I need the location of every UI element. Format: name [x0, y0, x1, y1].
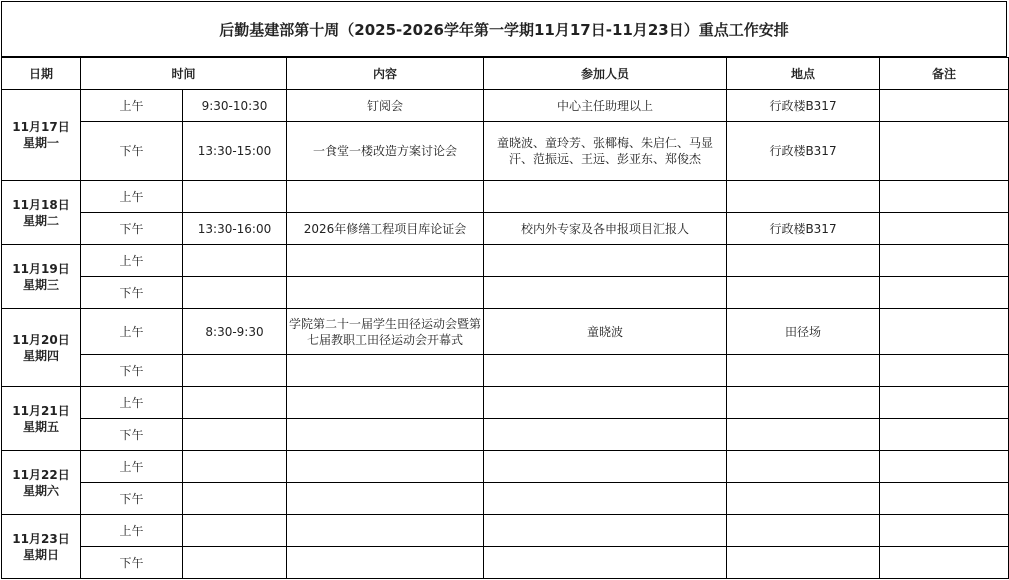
date-cell: [2, 387, 81, 451]
period-label: 上午: [81, 245, 183, 277]
date-label: 11月21日: [12, 403, 70, 418]
content-cell: [287, 387, 484, 419]
content-cell: 2026年修缮工程项目库论证会: [287, 213, 484, 245]
table-row: [2, 515, 1009, 547]
table-row: [2, 355, 1009, 387]
date-cell: [2, 181, 81, 245]
table-row: [2, 90, 1009, 122]
table-row: [2, 483, 1009, 515]
time-cell: [183, 387, 287, 419]
header-remarks: 备注: [880, 58, 1009, 90]
date-label: 11月23日: [12, 531, 70, 546]
date-cell: [2, 451, 81, 515]
content-cell: [287, 483, 484, 515]
schedule-table: [1, 57, 1009, 579]
content-cell: [287, 419, 484, 451]
weekday-label: 星期六: [22, 483, 59, 498]
remarks-cell: [880, 122, 1009, 181]
location-cell: 行政楼B317: [727, 213, 880, 245]
table-row: [2, 181, 1009, 213]
header-time: 时间: [81, 58, 287, 90]
time-cell: [183, 547, 287, 579]
weekday-label: 星期五: [22, 419, 59, 434]
remarks-cell: [880, 90, 1009, 122]
participants-cell: [484, 181, 727, 213]
location-cell: [727, 547, 880, 579]
date-cell: [2, 90, 81, 181]
content-cell: [287, 181, 484, 213]
location-cell: [727, 451, 880, 483]
participants-cell: 童晓波、童玲芳、张椰梅、朱启仁、马显汗、范振远、王远、彭亚东、郑俊杰: [484, 122, 727, 181]
content-cell: [287, 355, 484, 387]
content-cell: [287, 277, 484, 309]
location-cell: 行政楼B317: [727, 122, 880, 181]
weekday-label: 星期四: [22, 348, 59, 363]
location-cell: [727, 277, 880, 309]
remarks-cell: [880, 245, 1009, 277]
content-cell: 一食堂一楼改造方案讨论会: [287, 122, 484, 181]
period-label: 下午: [81, 419, 183, 451]
content-cell: 钉阅会: [287, 90, 484, 122]
time-cell: [183, 355, 287, 387]
location-cell: [727, 387, 880, 419]
time-cell: [183, 419, 287, 451]
header-content: 内容: [287, 58, 484, 90]
period-label: 上午: [81, 451, 183, 483]
table-row: [2, 277, 1009, 309]
remarks-cell: [880, 355, 1009, 387]
location-cell: [727, 245, 880, 277]
participants-cell: [484, 245, 727, 277]
weekday-label: 星期一: [22, 136, 59, 150]
location-cell: [727, 515, 880, 547]
location-cell: 行政楼B317: [727, 90, 880, 122]
time-cell: [183, 451, 287, 483]
time-cell: [183, 515, 287, 547]
participants-cell: [484, 277, 727, 309]
location-cell: 田径场: [727, 309, 880, 355]
table-row: [2, 309, 1009, 355]
table-row: [2, 213, 1009, 245]
period-label: 下午: [81, 213, 183, 245]
weekday-label: 星期二: [22, 213, 59, 228]
date-label: 11月20日: [12, 332, 70, 347]
participants-cell: [484, 387, 727, 419]
date-label: 11月19日: [12, 261, 70, 276]
table-row: [2, 547, 1009, 579]
participants-cell: [484, 515, 727, 547]
period-label: 上午: [81, 515, 183, 547]
content-cell: [287, 245, 484, 277]
table-row: [2, 419, 1009, 451]
content-cell: [287, 515, 484, 547]
participants-cell: 校内外专家及各申报项目汇报人: [484, 213, 727, 245]
time-cell: [183, 277, 287, 309]
header-location: 地点: [727, 58, 880, 90]
table-row: [2, 387, 1009, 419]
content-cell: 学院第二十一届学生田径运动会暨第七届教职工田径运动会开幕式: [287, 309, 484, 355]
participants-cell: [484, 419, 727, 451]
period-label: 下午: [81, 277, 183, 309]
time-cell: [183, 483, 287, 515]
header-participants: 参加人员: [484, 58, 727, 90]
remarks-cell: [880, 213, 1009, 245]
participants-cell: [484, 355, 727, 387]
time-cell: 13:30-16:00: [183, 213, 287, 245]
participants-cell: [484, 547, 727, 579]
date-label: 11月17日: [12, 120, 70, 134]
weekday-label: 星期日: [22, 547, 59, 562]
page-title: 后勤基建部第十周（2025-2026学年第一学期11月17日-11月23日）重点工作安排: [1, 1, 1007, 57]
location-cell: [727, 483, 880, 515]
remarks-cell: [880, 483, 1009, 515]
period-label: 上午: [81, 309, 183, 355]
remarks-cell: [880, 451, 1009, 483]
table-row: [2, 245, 1009, 277]
date-cell: [2, 245, 81, 309]
remarks-cell: [880, 547, 1009, 579]
period-label: 下午: [81, 122, 183, 181]
location-cell: [727, 355, 880, 387]
participants-cell: [484, 483, 727, 515]
table-row: [2, 122, 1009, 181]
period-label: 上午: [81, 387, 183, 419]
period-label: 下午: [81, 355, 183, 387]
content-cell: [287, 451, 484, 483]
remarks-cell: [880, 309, 1009, 355]
time-cell: [183, 245, 287, 277]
header-date: 日期: [2, 58, 81, 90]
time-cell: 9:30-10:30: [183, 90, 287, 122]
date-label: 11月22日: [12, 467, 70, 482]
date-cell: [2, 515, 81, 579]
date-cell: [2, 309, 81, 387]
remarks-cell: [880, 277, 1009, 309]
period-label: 下午: [81, 483, 183, 515]
period-label: 上午: [81, 90, 183, 122]
header-row: [2, 58, 1009, 90]
time-cell: 8:30-9:30: [183, 309, 287, 355]
remarks-cell: [880, 387, 1009, 419]
weekday-label: 星期三: [22, 277, 59, 292]
participants-cell: 童晓波: [484, 309, 727, 355]
table-row: [2, 451, 1009, 483]
remarks-cell: [880, 419, 1009, 451]
time-cell: [183, 181, 287, 213]
remarks-cell: [880, 515, 1009, 547]
date-label: 11月18日: [12, 197, 70, 212]
participants-cell: 中心主任助理以上: [484, 90, 727, 122]
period-label: 上午: [81, 181, 183, 213]
time-cell: 13:30-15:00: [183, 122, 287, 181]
content-cell: [287, 547, 484, 579]
location-cell: [727, 181, 880, 213]
participants-cell: [484, 451, 727, 483]
period-label: 下午: [81, 547, 183, 579]
location-cell: [727, 419, 880, 451]
remarks-cell: [880, 181, 1009, 213]
